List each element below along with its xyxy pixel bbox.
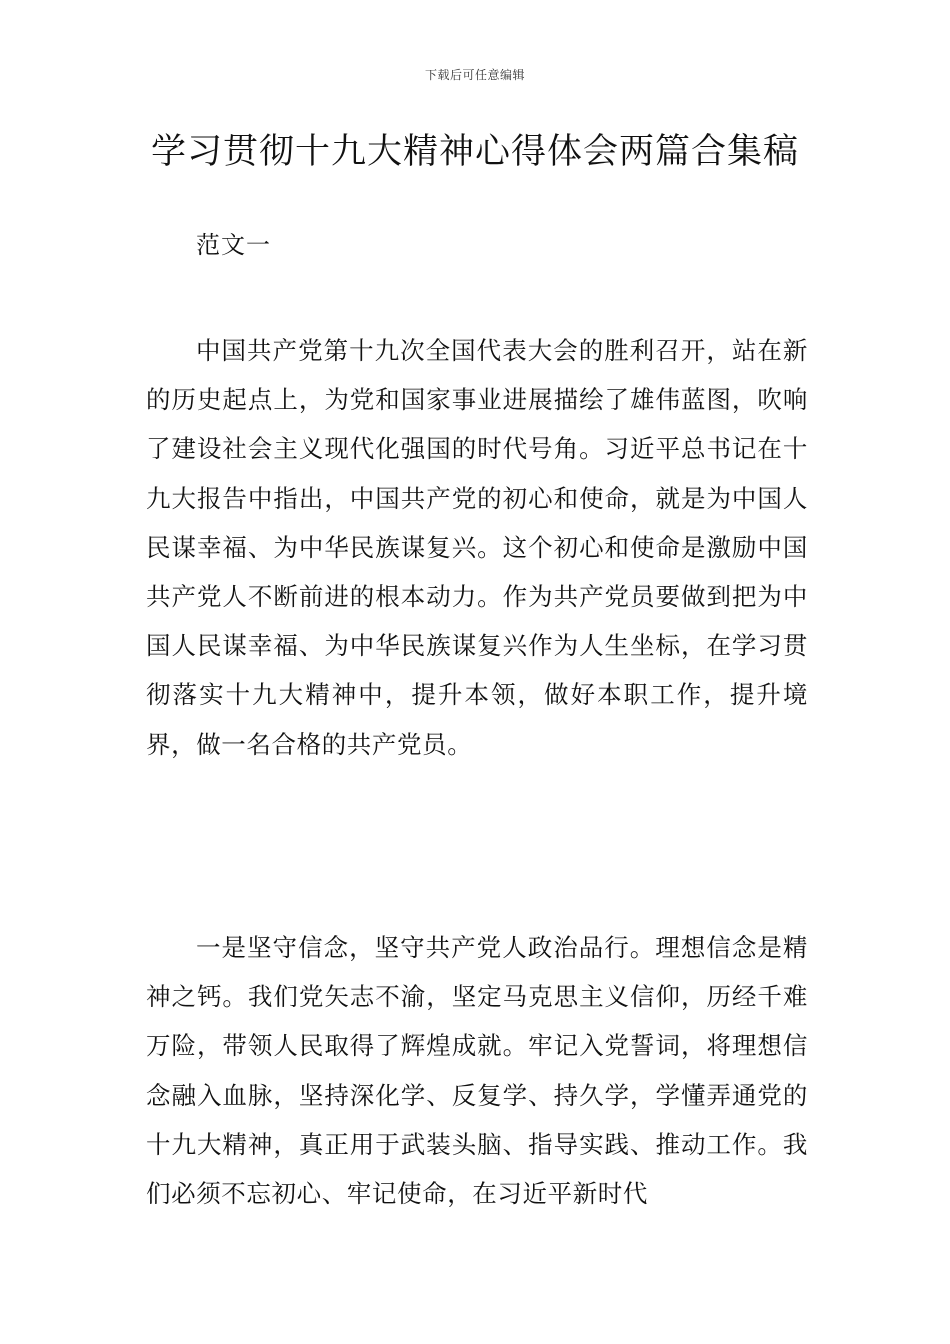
header-note: 下载后可任意编辑 [424,68,525,82]
body-paragraph-2: 一是坚守信念，坚守共产党人政治品行。理想信念是精神之钙。我们党矢志不渝，坚定马克思主义信仰，历经千难万险，带领人民取得了辉煌成就。牢记入党誓词，将理想信念融入血脉，坚持深化学、反复学、持久学，学懂弄通党的十九大精神，真正用于武装头脑、指导实践、推动工作。我们必须不忘初心、牢记使命，在习近平新时代 [146,933,808,1209]
document-title: 学习贯彻十九大精神心得体会两篇合集稿 [150,132,799,172]
body-paragraph-1: 中国共产党第十九次全国代表大会的胜利召开，站在新的历史起点上，为党和国家事业进展描绘了雄伟蓝图，吹响了建设社会主义现代化强国的时代号角。习近平总书记在十九大报告中指出，中国共产党的初心和使命，就是为中国人民谋幸福、为中华民族谋复兴。这个初心和使命是激励中国共产党人不断前进的根本动力。作为共产党员要做到把为中国人民谋幸福、为中华民族谋复兴作为人生坐标，在学习贯彻落实十九大精神中，提升本领，做好本职工作，提升境界，做一名合格的共产党员。 [146,336,808,759]
section-label: 范文一 [196,231,271,259]
